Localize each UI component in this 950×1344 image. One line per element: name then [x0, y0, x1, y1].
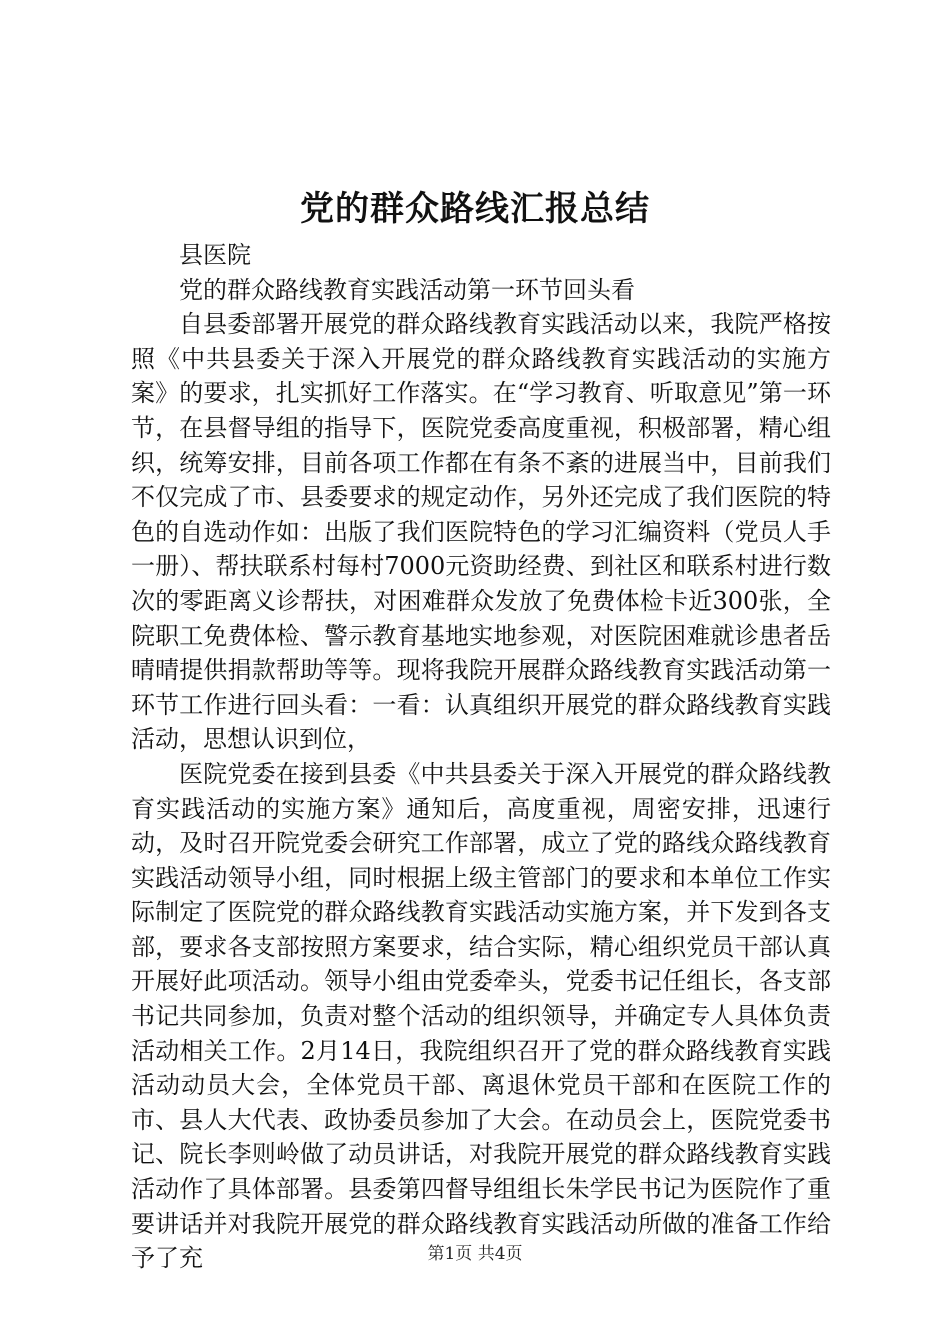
paragraph: 医院党委在接到县委《中共县委关于深入开展党的群众路线教育实践活动的实施方案》通知后，高度重视，周密安排，迅速行动，及时召开院党委会研究工作部署，成立了党的路线众路线教育实践活动领导小组，同时根据上级主管部门的要求和本单位工作实际制定了医院党的群众路线教育实践活动实施方案，并下发到各支部，要求各支部按照方案要求，结合实际，精心组织党员干部认真开展好此项活动。领导小组由党委牵头，党委书记任组长，各支部书记共同参加，负责对整个活动的组织领导，并确定专人具体负责活动相关工作。2月14日，我院组织召开了党的群众路线教育实践活动动员大会，全体党员干部、离退休党员干部和在医院工作的市、县人大代表、政协委员参加了大会。在动员会上，医院党委书记、院长李则岭做了动员讲话，对我院开展党的群众路线教育实践活动作了具体部署。县委第四督导组组长朱学民书记为医院作了重要讲话并对我院开展党的群众路线教育实践活动所做的准备工作给予了充	[131, 759, 831, 1273]
document-body	[131, 238, 831, 1276]
document-title: 党的群众路线汇报总结	[300, 189, 650, 229]
page-footer: 第1页 共4页	[427, 1244, 523, 1264]
author-line: 县医院	[179, 241, 251, 269]
paragraph: 自县委部署开展党的群众路线教育实践活动以来，我院严格按照《中共县委关于深入开展党的群众路线教育实践活动的实施方案》的要求，扎实抓好工作落实。在“学习教育、听取意见”第一环节，在县督导组的指导下，医院党委高度重视，积极部署，精心组织，统筹安排，目前各项工作都在有条不紊的进展当中，目前我们不仅完成了市、县委要求的规定动作，另外还完成了我们医院的特色的自选动作如：出版了我们医院特色的学习汇编资料（党员人手一册）、帮扶联系村每村7000元资助经费、到社区和联系村进行数次的零距离义诊帮扶，对困难群众发放了免费体检卡近300张，全院职工免费体检、警示教育基地实地参观，对医院困难就诊患者岳晴晴提供捐款帮助等等。现将我院开展群众路线教育实践活动第一环节工作进行回头看：一看：认真组织开展党的群众路线教育实践活动，思想认识到位，	[131, 310, 831, 754]
subtitle-line: 党的群众路线教育实践活动第一环节回头看	[179, 275, 635, 304]
